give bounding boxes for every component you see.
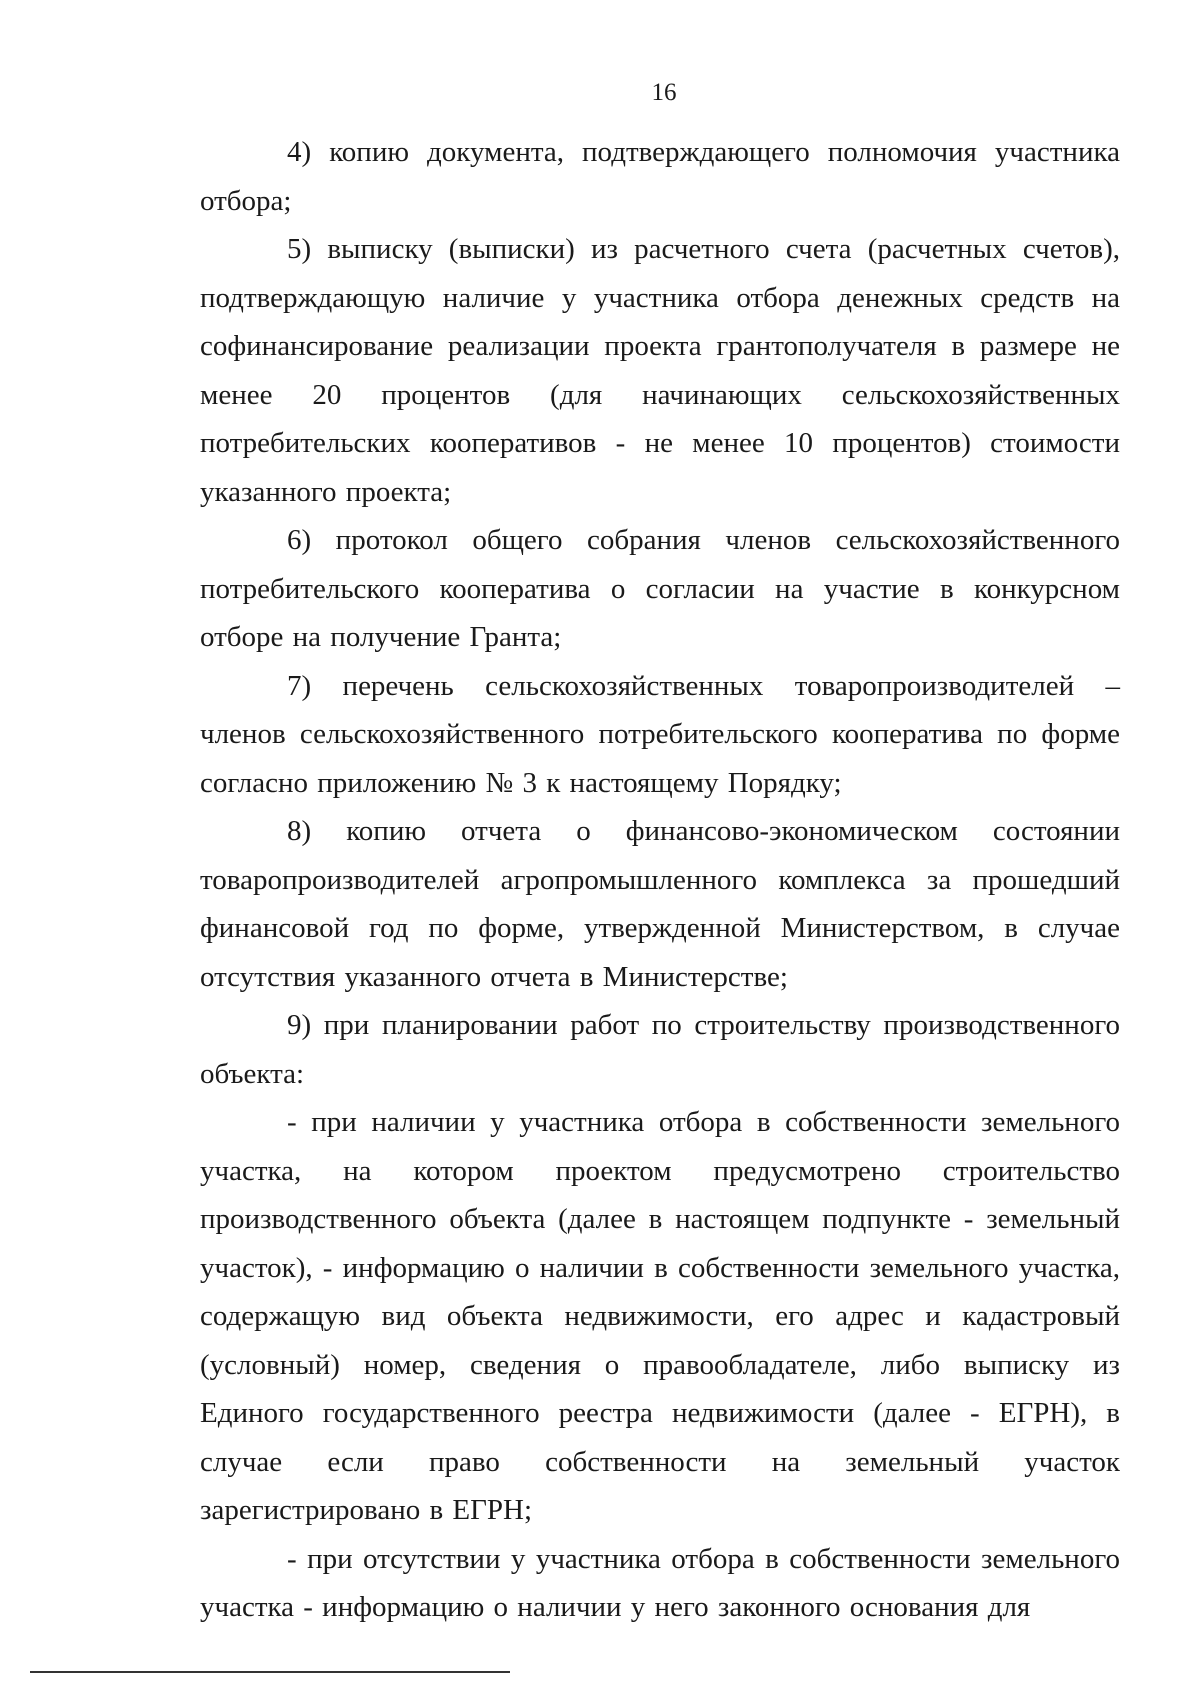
- paragraph-item-6: 6) протокол общего собрания членов сельскохозяйственного потребительского кооператива о согласии на участие в конкурсном отборе на получение Гранта;: [200, 524, 1120, 653]
- paragraph-item-8: 8) копию отчета о финансово-экономическом состоянии товаропроизводителей агропромышленного комплекса за прошедший финансовой год по форме, утвержденной Министерством, в случае отсутствия указанного отчета в Министерстве;: [200, 815, 1120, 993]
- footer-divider: [30, 1671, 510, 1673]
- page-number: 16: [651, 79, 677, 106]
- paragraph-item-9: 9) при планировании работ по строительству производственного объекта:: [200, 1009, 1120, 1090]
- paragraph-land-owned: - при наличии у участника отбора в собственности земельного участка, на котором проектом предусмотрено строительство производственного объекта (далее в настоящем подпункте - земельный участок), - информацию о наличии в собственности земельного участка, содержащую вид объекта недвижимости, его адрес и кадастровый (условный) номер, сведения о правообладателе, либо выписку из Единого государственного реестра недвижимости (далее - ЕГРН), в случае если право собственности на земельный участок зарегистрировано в ЕГРН;: [200, 1106, 1120, 1526]
- document-body: [200, 128, 1120, 1632]
- paragraph-item-7: 7) перечень сельскохозяйственных товаропроизводителей – членов сельскохозяйственного потребительского кооператива по форме согласно приложению № 3 к настоящему Порядку;: [200, 669, 1120, 799]
- paragraph-item-4: 4) копию документа, подтверждающего полномочия участника отбора;: [200, 136, 1120, 217]
- paragraph-item-5: 5) выписку (выписки) из расчетного счета (расчетных счетов), подтверждающую наличие у участника отбора денежных средств на софинансирование реализации проекта грантополучателя в размере не менее 20 процентов (для начинающих сельскохозяйственных потребительских кооперативов - не менее 10 процентов) стоимости указанного проекта;: [200, 233, 1120, 508]
- paragraph-land-not-owned: - при отсутствии у участника отбора в собственности земельного участка - информацию о наличии у него законного основания для: [200, 1542, 1120, 1623]
